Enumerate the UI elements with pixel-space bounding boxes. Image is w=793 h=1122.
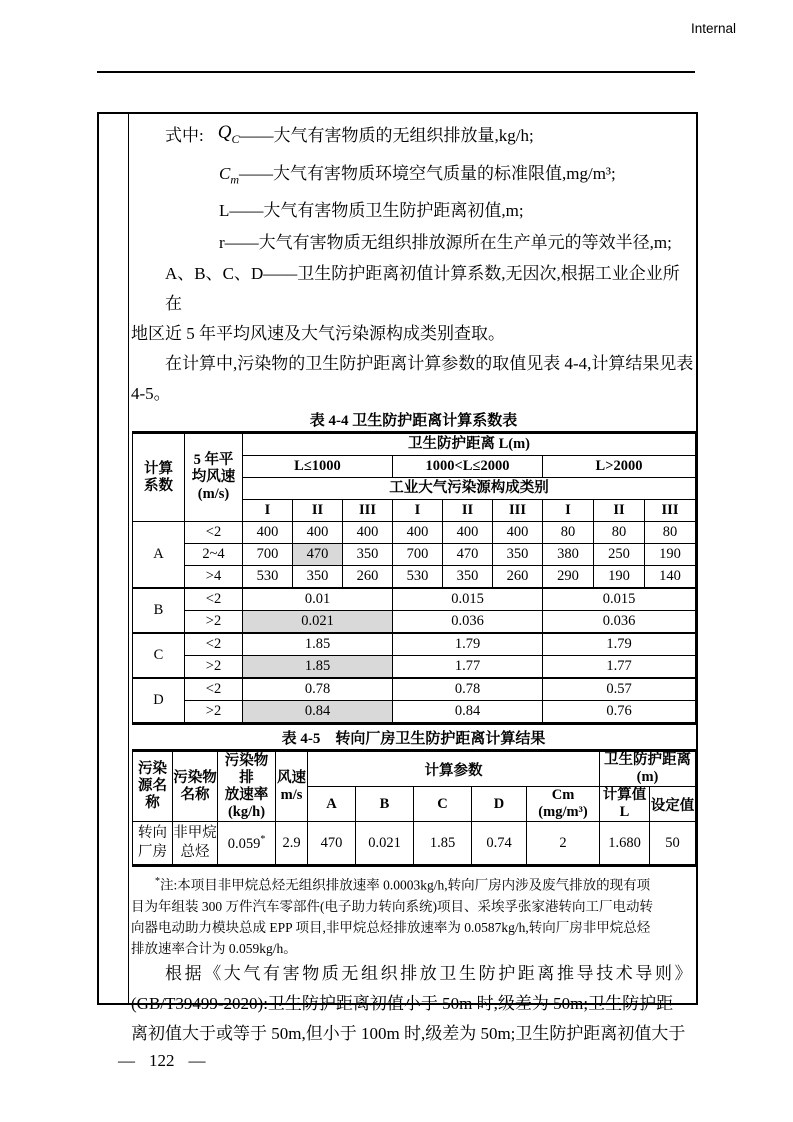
definition-text: ——大气有害物质无组织排放源所在生产单元的等效半径,m; [224,233,672,253]
formula-symbol: $C_m$ [219,163,240,187]
table-cell: <2 [185,522,243,544]
definition-line [131,158,696,195]
table-cell: 计算参数 [308,751,600,787]
table-cell-highlighted: 0.021 [243,611,393,634]
table-cell: >2 [185,656,243,679]
table-cell: C [133,633,185,678]
paragraph-line: 离初值大于或等于 50m,但小于 100m 时,级差为 50m;卫生防护距离初值大于 [131,1023,686,1043]
table-cell: 350 [343,544,393,566]
table-cell: 0.015 [543,588,696,611]
paragraph-line: 在计算中,污染物的卫生防护距离计算参数的取值见表 4-4,计算结果见表 [165,354,694,374]
table-cell: 计算 系数 [133,433,185,522]
table-cell: <2 [185,588,243,611]
document-frame [97,112,698,1043]
table-cell: 350 [493,544,543,566]
formula-symbol: $Q_C$ [217,122,240,146]
table-cell: 卫生防护距离 (m) [600,751,696,787]
table-cell: 400 [343,522,393,544]
table-cell: 非甲烷 总烃 [173,822,218,866]
table-cell-highlighted: 470 [293,544,343,566]
table-cell: 400 [393,522,443,544]
footnote-asterisk: * [155,876,160,888]
table-cell: II [293,500,343,522]
table-cell: 1.77 [393,656,543,679]
table-cell: 400 [443,522,493,544]
table-cell: 1.680 [600,822,650,866]
footnote-line: *注:本项目非甲烷总烃无组织排放速率 0.0003kg/h,转向厂房内涉及废气排放的现有项 [155,876,651,893]
table-cell: 风速 m/s [276,751,308,822]
table-4-5 [132,749,696,867]
table-cell: 转向 厂房 [133,822,173,866]
table-cell: B [356,787,414,822]
footnote-line: 排放速率合计为 0.059kg/h。 [131,940,297,956]
table-cell: 卫生防护距离 L(m) [243,433,696,456]
table-cell: 190 [594,566,645,589]
table-cell: 0.059* [218,822,276,866]
table-cell: 0.021 [356,822,414,866]
table-cell: <2 [185,678,243,701]
footnote-line: 向器电动助力模块总成 EPP 项目,非甲烷总烃排放速率为 0.0587kg/h,转向厂房非甲烷总烃 [131,919,651,935]
table-footnote [131,871,696,959]
table-cell: L≤1000 [243,456,393,478]
table-cell: 1.79 [543,633,696,656]
definition-line [131,227,696,259]
table-cell: Cm (mg/m³) [527,787,600,822]
table-cell: 2 [527,822,600,866]
table-cell: 80 [543,522,594,544]
table-cell: II [443,500,493,522]
table-cell: 0.57 [543,678,696,701]
table-cell: 污染物排 放速率 (kg/h) [218,751,276,822]
definition-text: ——大气有害物质的无组织排放量,kg/h; [239,126,534,145]
paragraph-line: (GB/T39499-2020):卫生防护距离初值小于 50m 时,级差为 50m;卫生防护距 [131,993,674,1013]
table-cell: III [343,500,393,522]
table-cell: 0.78 [393,678,543,701]
table-cell: 2~4 [185,544,243,566]
table-cell: >2 [185,701,243,724]
table-cell: I [393,500,443,522]
table-cell: 350 [293,566,343,589]
table-cell: 80 [594,522,645,544]
table-4-4-title: 表 4-4 卫生防护距离计算系数表 [309,413,518,430]
table-cell: 400 [493,522,543,544]
table-cell: 140 [645,566,696,589]
table-cell: 污染物 名称 [173,751,218,822]
table-cell: 350 [443,566,493,589]
table-cell: 2.9 [276,822,308,866]
table-cell: 530 [393,566,443,589]
table-cell: 1.85 [243,633,393,656]
definition-line: 地区近 5 年平均风速及大气污染源构成类别查取。 [131,324,505,344]
table-cell: 设定值 [650,787,696,822]
table-cell: 5 年平 均风速 (m/s) [185,433,243,522]
table-cell: 污染 源名 称 [133,751,173,822]
formula-symbol: L [219,201,230,221]
table-cell: II [594,500,645,522]
table-cell: A [133,522,185,589]
definition-line [131,195,696,227]
document-content [129,114,696,1043]
definition-lead: 式中: [165,126,204,145]
table-cell-highlighted: 0.84 [243,701,393,724]
table-cell: I [543,500,594,522]
table-cell: 0.015 [393,588,543,611]
page-dash-left: — [118,1051,135,1070]
table-cell: 0.76 [543,701,696,724]
page-dash-right: — [188,1051,206,1070]
table-cell: 1.85 [414,822,472,866]
header-rule [97,71,695,73]
table-cell: 700 [243,544,293,566]
table-cell: 400 [243,522,293,544]
paragraph [131,349,696,409]
table-cell: 50 [650,822,696,866]
table-cell: C [414,787,472,822]
table-cell: 0.036 [393,611,543,634]
table-cell: 260 [343,566,393,589]
table-cell: 1000<L≤2000 [393,456,543,478]
definition-line: A、B、C、D——卫生防护距离初值计算系数,无因次,根据工业企业所在 [165,264,680,314]
table-cell: <2 [185,633,243,656]
table-cell: 0.74 [472,822,527,866]
table-cell: 0.01 [243,588,393,611]
table-cell: 290 [543,566,594,589]
table-cell: 380 [543,544,594,566]
internal-watermark: Internal [690,21,736,36]
definition-line [131,120,696,158]
table-cell: 470 [443,544,493,566]
table-cell: III [645,500,696,522]
table-cell: D [133,678,185,724]
table-cell: 1.79 [393,633,543,656]
table-cell: I [243,500,293,522]
table-cell: 0.78 [243,678,393,701]
table-cell: 700 [393,544,443,566]
table-cell: D [472,787,527,822]
page-number-value: 122 [149,1051,175,1070]
table-cell: III [493,500,543,522]
table-cell-highlighted: 1.85 [243,656,393,679]
table-cell: 80 [645,522,696,544]
table-cell: 530 [243,566,293,589]
table-cell: A [308,787,356,822]
formula-symbol: r [219,233,225,253]
table-cell: >4 [185,566,243,589]
footnote-line: 目为年组装 300 万件汽车零部件(电子助力转向系统)项目、采埃孚张家港转向工厂电动转 [131,898,653,914]
paragraph [131,959,696,1049]
page-number [104,1051,220,1071]
table-cell: 260 [493,566,543,589]
formula-definitions [131,120,696,349]
table-4-5-title: 表 4-5 转向厂房卫生防护距离计算结果 [281,731,546,748]
paragraph-line: 4-5。 [131,384,171,404]
table-cell: 0.036 [543,611,696,634]
definition-text: ——大气有害物质卫生防护距离初值,m; [229,201,524,221]
table-cell: 250 [594,544,645,566]
table-cell: >2 [185,611,243,634]
table-cell: 0.84 [393,701,543,724]
table-cell: B [133,588,185,633]
definition-text: ——大气有害物质环境空气质量的标准限值,mg/m³; [239,163,616,183]
table-cell: 190 [645,544,696,566]
paragraph-line: 根据《大气有害物质无组织排放卫生防护距离推导技术导则》 [165,963,695,983]
table-cell: 470 [308,822,356,866]
table-cell: L>2000 [543,456,696,478]
table-cell: 1.77 [543,656,696,679]
table-4-4 [132,431,696,725]
table-cell: 计算值 L [600,787,650,822]
table-cell: 工业大气污染源构成类别 [243,478,696,500]
table-cell: 400 [293,522,343,544]
